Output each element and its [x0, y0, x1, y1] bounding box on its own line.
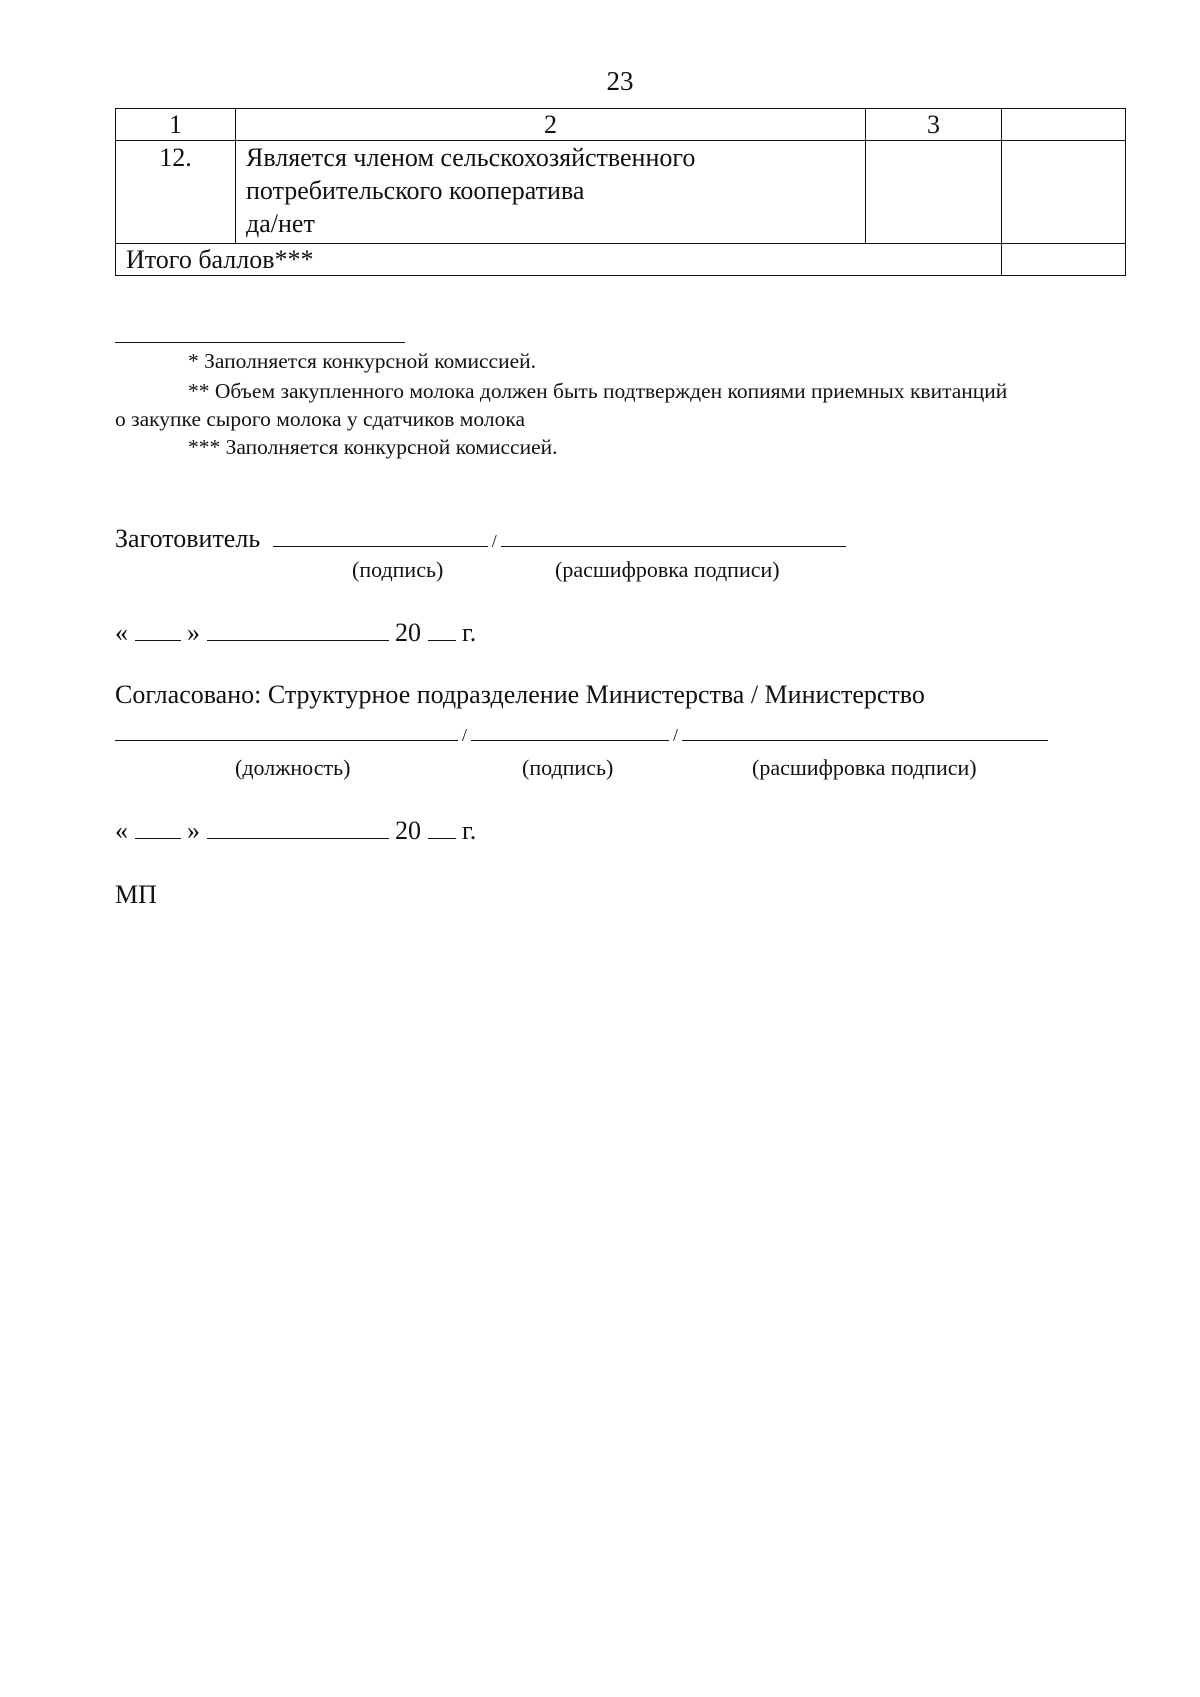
procurer-label: Заготовитель: [115, 524, 261, 553]
agreed-caption-position: (должность): [235, 755, 351, 780]
date2-year-suffix: г.: [462, 816, 477, 845]
agreed-position-blank[interactable]: [115, 739, 458, 741]
date1-month-blank[interactable]: [207, 639, 389, 641]
table-row: [116, 141, 1126, 244]
date2-close-quote: »: [187, 816, 200, 845]
header-col-2: 2: [236, 109, 866, 141]
date-line-1: [115, 618, 476, 648]
row-col-4: [1002, 141, 1126, 244]
agreed-signature-blank[interactable]: [471, 739, 669, 741]
row-number: 12.: [116, 141, 236, 244]
total-label: Итого баллов***: [116, 244, 1002, 276]
row-text: [236, 141, 866, 244]
total-value: [1002, 244, 1126, 276]
footnote-2-continued: о закупке сырого молока у сдатчиков молока: [115, 407, 526, 431]
agreed-caption-decoding: (расшифровка подписи): [752, 755, 977, 780]
procurer-caption-decoding: (расшифровка подписи): [555, 557, 780, 582]
date2-month-blank[interactable]: [207, 837, 389, 839]
total-row: [116, 244, 1126, 276]
header-col-1: 1: [116, 109, 236, 141]
footnote-3: *** Заполняется конкурсной комиссией.: [188, 435, 558, 459]
row-text-line-3: да/нет: [246, 209, 315, 238]
date1-day-blank[interactable]: [135, 639, 181, 641]
date1-open-quote: «: [115, 618, 128, 647]
agreed-signature-line: [115, 718, 1048, 748]
procurer-caption-signature: (подпись): [352, 557, 444, 582]
procurer-slash: /: [491, 531, 497, 551]
header-col-3: 3: [866, 109, 1002, 141]
footnotes: [115, 347, 1135, 461]
agreed-caption-signature: (подпись): [522, 755, 614, 780]
row-col-3: [866, 141, 1002, 244]
date1-year-prefix: 20: [395, 618, 421, 647]
agreed-decoding-blank[interactable]: [682, 739, 1048, 741]
table-header-row: [116, 109, 1126, 141]
stamp-place-label: МП: [115, 880, 157, 909]
agreed-label: Согласовано: Структурное подразделение Министерства / Министерство: [115, 680, 925, 709]
footnote-2: ** Объем закупленного молока должен быть подтвержден копиями приемных квитанций: [188, 379, 1008, 403]
date1-year-suffix: г.: [462, 618, 477, 647]
date2-day-blank[interactable]: [135, 837, 181, 839]
date-line-2: [115, 816, 476, 846]
row-text-line-2: потребительского кооператива: [246, 176, 585, 205]
header-col-4: [1002, 109, 1126, 141]
row-text-line-1: Является членом сельскохозяйственного: [246, 143, 696, 172]
agreed-slash-1: /: [462, 725, 468, 745]
agreed-slash-2: /: [673, 725, 679, 745]
criteria-table: [115, 108, 1126, 276]
date1-close-quote: »: [187, 618, 200, 647]
procurer-signature-blank[interactable]: [273, 545, 488, 547]
date1-year-blank[interactable]: [428, 639, 456, 641]
footnote-separator: [115, 342, 405, 343]
date2-open-quote: «: [115, 816, 128, 845]
footnote-1: * Заполняется конкурсной комиссией.: [188, 349, 537, 373]
procurer-decoding-blank[interactable]: [501, 545, 846, 547]
page-number: 23: [606, 66, 634, 96]
procurer-signature-line: [115, 524, 846, 554]
date2-year-prefix: 20: [395, 816, 421, 845]
date2-year-blank[interactable]: [428, 837, 456, 839]
